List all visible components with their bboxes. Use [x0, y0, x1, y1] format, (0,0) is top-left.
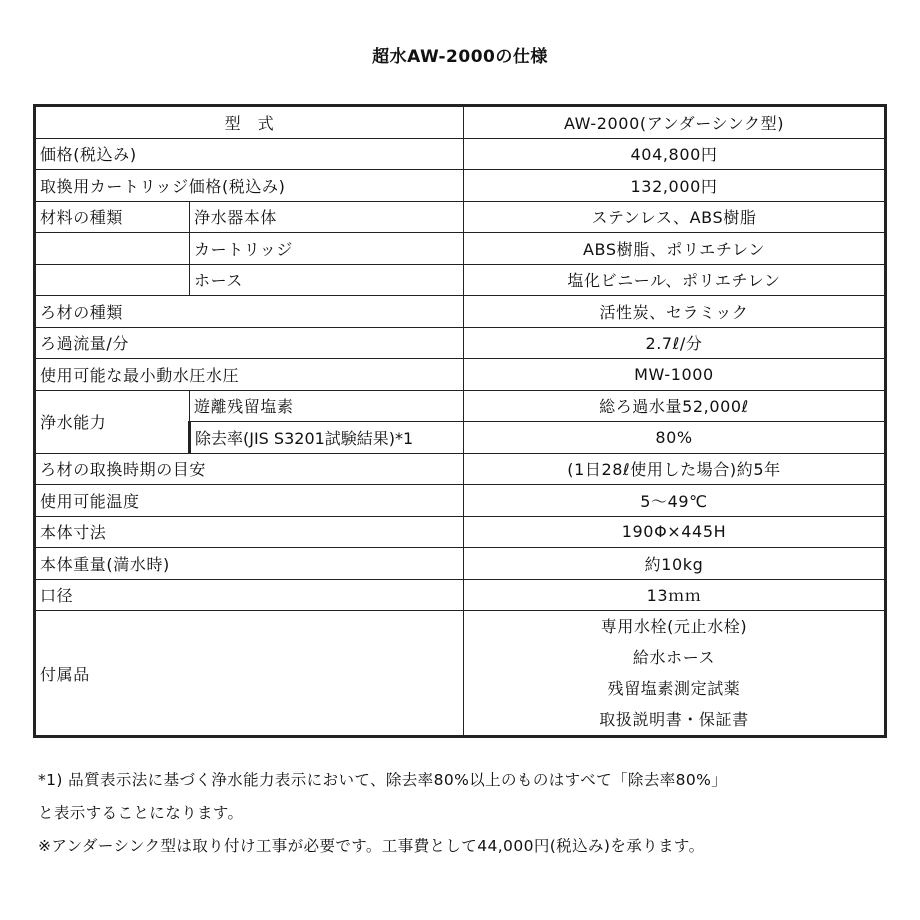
min-pressure-value: MW-1000 — [464, 359, 886, 391]
materials-value-body: ステンレス、ABS樹脂 — [464, 201, 886, 233]
header-model-value: AW-2000(アンダーシンク型) — [464, 106, 886, 139]
flow-rate-label: ろ過流量/分 — [35, 327, 464, 359]
table-row — [35, 359, 886, 391]
footnotes — [38, 764, 888, 863]
header-model-label: 型 式 — [35, 106, 464, 139]
capacity-sub-removal: 除去率(JIS S3201試験結果)*1 — [190, 422, 464, 454]
filter-type-value: 活性炭、セラミック — [464, 296, 886, 328]
table-row — [35, 579, 886, 611]
cartridge-price-label: 取換用カートリッジ価格(税込み) — [35, 170, 464, 202]
diameter-label: 口径 — [35, 579, 464, 611]
capacity-sub-chlorine: 遊離残留塩素 — [190, 390, 464, 422]
table-row — [35, 611, 886, 737]
min-pressure-label: 使用可能な最小動水圧水圧 — [35, 359, 464, 391]
materials-empty-cell — [35, 264, 190, 296]
table-row — [35, 170, 886, 202]
table-row — [35, 327, 886, 359]
table-row — [35, 548, 886, 580]
table-row — [35, 264, 886, 296]
table-row — [35, 201, 886, 233]
materials-sub-cartridge: カートリッジ — [190, 233, 464, 265]
accessories-label: 付属品 — [35, 611, 464, 737]
filter-type-label: ろ材の種類 — [35, 296, 464, 328]
weight-value: 約10kg — [464, 548, 886, 580]
footnote-1-line-2: と表示することになります。 — [38, 804, 244, 822]
footnote-installation: ※アンダーシンク型は取り付け工事が必要です。工事費として44,000円(税込み)を承ります。 — [38, 837, 705, 855]
page-title: 超水AW-2000の仕様 — [372, 47, 548, 67]
price-label: 価格(税込み) — [35, 138, 464, 170]
accessory-item: 残留塩素測定試薬 — [607, 679, 741, 698]
price-value: 404,800円 — [464, 138, 886, 170]
table-row — [35, 138, 886, 170]
capacity-value-chlorine: 総ろ過水量52,000ℓ — [464, 390, 886, 422]
footnote-1-line-1: *1) 品質表示法に基づく浄水能力表示において、除去率80%以上のものはすべて「除去率80%」 — [38, 771, 728, 789]
capacity-label: 浄水能力 — [35, 390, 190, 453]
materials-value-hose: 塩化ビニール、ポリエチレン — [464, 264, 886, 296]
dimensions-value: 190Φ×445H — [464, 516, 886, 548]
temperature-label: 使用可能温度 — [35, 485, 464, 517]
accessory-item: 給水ホース — [632, 648, 716, 667]
materials-sub-hose: ホース — [190, 264, 464, 296]
temperature-value: 5〜49℃ — [464, 485, 886, 517]
replace-time-label: ろ材の取換時期の目安 — [35, 453, 464, 485]
materials-empty-cell — [35, 233, 190, 265]
cartridge-price-value: 132,000円 — [464, 170, 886, 202]
dimensions-label: 本体寸法 — [35, 516, 464, 548]
table-row — [35, 296, 886, 328]
materials-label: 材料の種類 — [35, 201, 190, 233]
flow-rate-value: 2.7ℓ/分 — [464, 327, 886, 359]
capacity-value-removal: 80% — [464, 422, 886, 454]
table-row — [35, 516, 886, 548]
accessory-item: 専用水栓(元止水栓) — [600, 617, 748, 636]
table-row — [35, 453, 886, 485]
table-row — [35, 106, 886, 139]
replace-time-value: (1日28ℓ使用した場合)約5年 — [464, 453, 886, 485]
materials-sub-body: 浄水器本体 — [190, 201, 464, 233]
table-row — [35, 390, 886, 422]
table-row — [35, 233, 886, 265]
accessory-item: 取扱説明書・保証書 — [599, 710, 749, 729]
spec-table — [33, 104, 887, 738]
table-row — [35, 485, 886, 517]
accessories-value — [464, 611, 886, 737]
weight-label: 本体重量(満水時) — [35, 548, 464, 580]
diameter-value: 13ｍｍ — [464, 579, 886, 611]
materials-value-cartridge: ABS樹脂、ポリエチレン — [464, 233, 886, 265]
